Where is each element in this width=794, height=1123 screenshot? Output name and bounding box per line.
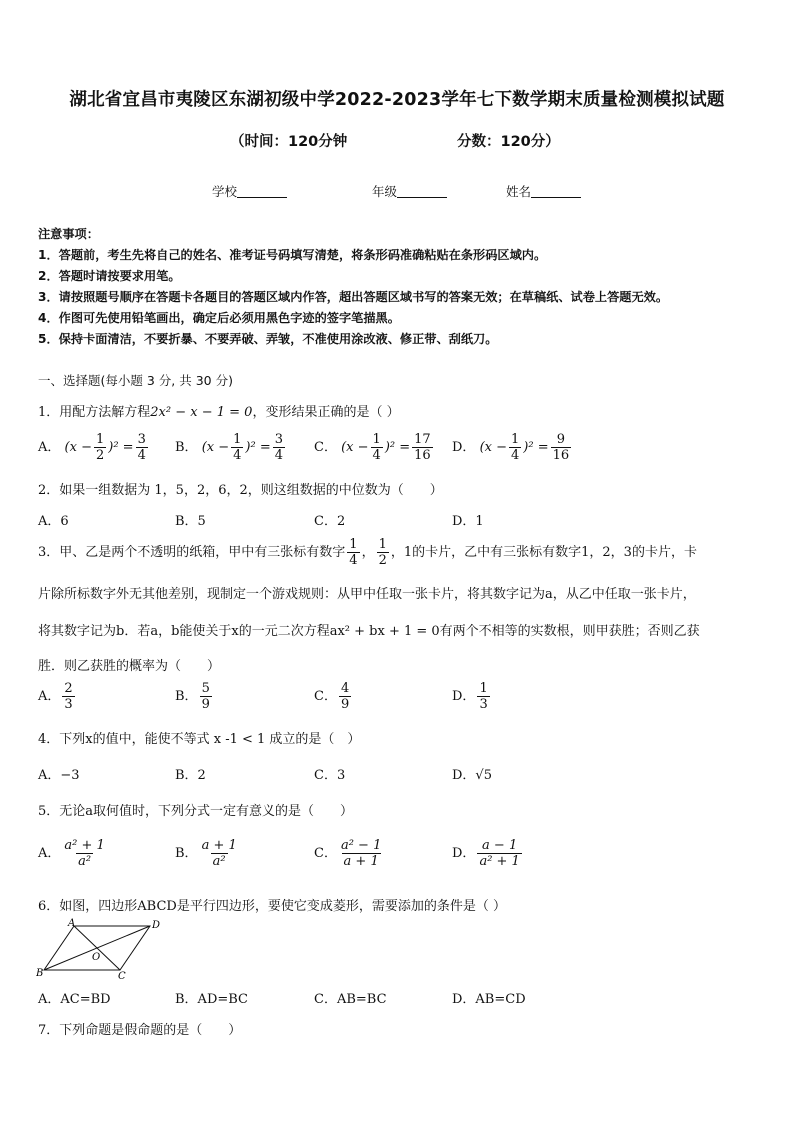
option-fraction: $\frac{5}{9}$ [201, 681, 210, 712]
vertex-label-d: D [152, 920, 161, 931]
option-expr: (x − [479, 440, 508, 455]
option-label: B． [175, 440, 198, 455]
q3-option-a[interactable] [38, 681, 77, 712]
option-fraction: $\frac{a + 1}{\text{a²}}$ [201, 838, 237, 869]
q4-option-d[interactable]: D．√5 [452, 768, 492, 783]
option-fraction: $\frac{4}{9}$ [340, 681, 350, 712]
option-fraction: $\frac{3}{4}$ [137, 432, 146, 463]
option-fraction: $\frac{a - 1}{\text{a² + 1}}$ [479, 838, 520, 869]
q6-option-a[interactable]: A．AC=BD [38, 992, 111, 1007]
option-label: C． [314, 440, 337, 455]
section-title: 一、选择题(每小题 3 分, 共 30 分) [38, 373, 233, 388]
name-field [506, 182, 581, 200]
option-expr: (x − [201, 440, 230, 455]
option-expr: (x − [64, 440, 92, 455]
option-label: A． [38, 846, 61, 861]
question-6: 6．如图，四边形ABCD是平行四边形，要使它变成菱形，需要添加的条件是（ ） [38, 899, 506, 914]
school-field [212, 182, 287, 200]
option-label: C． [314, 846, 337, 861]
option-label: B． [175, 846, 198, 861]
q2-option-a[interactable]: A．6 [38, 514, 69, 529]
option-fraction: $\frac{1}{4}$ [372, 432, 381, 463]
center-label-o: O [92, 952, 101, 963]
question-7: 7．下列命题是假命题的是（ ） [38, 1023, 242, 1038]
question-3-line-2: 片除所标数字外无其他差别，现制定一个游戏规则：从甲中任取一张卡片，将其数字记为a，从乙中任取一张卡片， [38, 587, 696, 602]
diagonal-bd [44, 926, 150, 970]
q1-text-a: 1．用配方法解方程 [38, 405, 151, 420]
question-1 [38, 401, 400, 420]
option-fraction: $\frac{17}{16}$ [414, 432, 431, 463]
notice-item: 3．请按照题号顺序在答题卡各题目的答题区域内作答，超出答题区域书写的答案无效；在草稿纸、试卷上答题无效。 [38, 290, 669, 304]
grade-field [372, 182, 447, 200]
option-fraction: $\frac{9}{16}$ [552, 432, 570, 463]
notice-block [38, 224, 668, 350]
q3-option-c[interactable] [314, 681, 353, 712]
vertex-label-c: C [118, 971, 126, 980]
notice-heading: 注意事项： [38, 227, 99, 241]
question-3-line-4: 胜．则乙获胜的概率为（ ） [38, 659, 221, 674]
option-label: A． [38, 440, 61, 455]
q1-equation: 2x² − x − 1 = 0 [150, 405, 253, 420]
school-label: 学校 [212, 184, 238, 199]
q3-text: ，1的卡片，乙中有三张标有数字1，2，3的卡片，卡 [390, 545, 697, 560]
option-expr: (x − [341, 440, 369, 455]
name-blank [531, 185, 581, 198]
option-expr: )² = [108, 440, 134, 455]
option-fraction: $\frac{2}{3}$ [64, 681, 73, 712]
q1-text-b: ，变形结果正确的是（ ） [252, 405, 400, 420]
option-label: D． [452, 846, 476, 861]
option-expr: )² = [523, 440, 549, 455]
exam-score: 分数：120分） [457, 134, 560, 150]
name-label: 姓名 [506, 184, 532, 199]
option-expr: )² = [384, 440, 411, 455]
q5-option-b[interactable] [175, 838, 241, 869]
option-label: C． [314, 689, 337, 704]
q1-option-b[interactable] [175, 432, 287, 463]
vertex-label-b: B [36, 968, 44, 979]
option-fraction: $\frac{1}{3}$ [479, 681, 488, 712]
question-2: 2．如果一组数据为 1，5，2，6，2，则这组数据的中位数为（ ） [38, 483, 443, 498]
question-3-line-3: 将其数字记为b．若a，b能使关于x的一元二次方程ax² + bx + 1 = 0有两个不相等的实数根，则甲获胜；否则乙获 [38, 624, 700, 639]
q2-option-d[interactable]: D．1 [452, 514, 484, 529]
q3-option-d[interactable] [452, 681, 492, 712]
q4-option-b[interactable]: B．2 [175, 768, 206, 783]
q6-option-b[interactable]: B．AD=BC [175, 992, 248, 1007]
q3-fraction: $\frac{1}{4}$ [349, 537, 358, 568]
notice-item: 4．作图可先使用铅笔画出，确定后必须用黑色字迹的签字笔描黑。 [38, 311, 400, 325]
option-label: A． [38, 689, 61, 704]
notice-item: 2．答题时请按要求用笔。 [38, 269, 181, 283]
parallelogram-figure [36, 918, 166, 980]
notice-item: 1．答题前，考生先将自己的姓名、准考证号码填写清楚，将条形码准确粘贴在条形码区域内。 [38, 248, 547, 262]
grade-label: 年级 [372, 184, 398, 199]
question-3-line-1 [38, 537, 697, 568]
question-5: 5．无论a取何值时，下列分式一定有意义的是（ ） [38, 804, 354, 819]
exam-time: （时间：120分钟 [230, 134, 348, 150]
option-fraction: $\frac{1}{4}$ [233, 432, 242, 463]
option-fraction: $\frac{\text{a² − 1}}{a + 1}$ [340, 838, 382, 869]
q3-fraction: $\frac{1}{2}$ [378, 537, 387, 568]
q2-option-b[interactable]: B．5 [175, 514, 206, 529]
q4-option-a[interactable]: A．−3 [38, 768, 80, 783]
exam-title: 湖北省宜昌市夷陵区东湖初级中学2022-2023学年七下数学期末质量检测模拟试题 [69, 90, 725, 110]
q2-option-c[interactable]: C．2 [314, 514, 346, 529]
q5-option-c[interactable] [314, 838, 385, 869]
school-blank [237, 185, 287, 198]
option-fraction: $\frac{3}{4}$ [274, 432, 284, 463]
q1-option-a[interactable] [38, 432, 150, 463]
option-fraction: $\frac{1}{2}$ [95, 432, 105, 463]
option-label: D． [452, 440, 476, 455]
q3-text: ， [361, 545, 375, 560]
q6-option-d[interactable]: D．AB=CD [452, 992, 526, 1007]
question-4: 4．下列x的值中，能使不等式 x -1 < 1 成立的是（ ） [38, 732, 361, 747]
q6-option-c[interactable]: C．AB=BC [314, 992, 387, 1007]
q3-text: 3．甲、乙是两个不透明的纸箱，甲中有三张标有数字 [38, 545, 346, 560]
option-expr: )² = [245, 440, 271, 455]
q3-option-b[interactable] [175, 681, 214, 712]
option-label: D． [452, 689, 476, 704]
option-label: B． [175, 689, 198, 704]
option-fraction: $\frac{1}{4}$ [511, 432, 520, 463]
vertex-label-a: A [68, 918, 76, 929]
q1-option-c[interactable] [314, 432, 435, 463]
option-fraction: $\frac{\text{a² + 1}}{\text{a²}}$ [64, 838, 105, 869]
q5-option-a[interactable] [38, 838, 109, 869]
q4-option-c[interactable]: C．3 [314, 768, 346, 783]
notice-item: 5．保持卡面清洁，不要折暴、不要弄破、弄皱，不准使用涂改液、修正带、刮纸刀。 [38, 332, 498, 346]
grade-blank [397, 185, 447, 198]
q1-option-d[interactable] [452, 432, 573, 463]
q5-option-d[interactable] [452, 838, 524, 869]
